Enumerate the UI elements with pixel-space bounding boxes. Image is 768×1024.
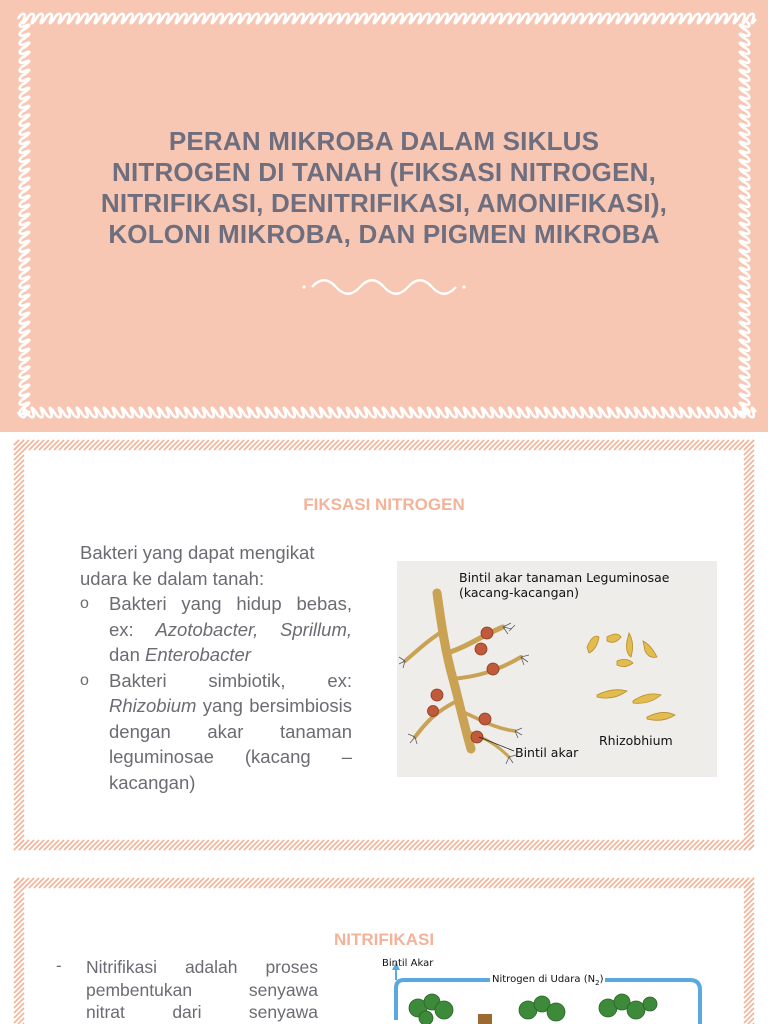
slide-title bbox=[60, 126, 708, 250]
nodule-label: Bintil akar bbox=[515, 745, 579, 760]
subscript: 2 bbox=[595, 979, 600, 987]
slide-body-text bbox=[86, 956, 318, 1024]
nodule-label: Bintil Akar bbox=[382, 958, 434, 969]
text-line bbox=[86, 956, 318, 979]
text-line bbox=[86, 1001, 318, 1024]
word: proses bbox=[265, 957, 318, 977]
nitrifikasi-slide bbox=[0, 862, 768, 1024]
root-nodule-illustration bbox=[397, 561, 717, 777]
word: senyawa bbox=[248, 1002, 318, 1022]
bullet-list bbox=[80, 591, 352, 795]
diagram-title-line: (kacang-kacangan) bbox=[459, 585, 579, 600]
species-name: Rhizobium bbox=[109, 695, 197, 716]
bullet-text: Bakteri yang hidup bebas, ex: bbox=[109, 593, 352, 640]
word: Nitrifikasi bbox=[86, 957, 157, 977]
slide-body-text bbox=[80, 540, 352, 795]
wavy-flourish-icon bbox=[300, 274, 468, 300]
label-text: Nitrogen di Udara (N bbox=[492, 974, 596, 985]
word: nitrat bbox=[86, 1002, 125, 1022]
word: dari bbox=[172, 1002, 202, 1022]
section-heading: FIKSASI NITROGEN bbox=[303, 495, 465, 514]
bullet-marker: o bbox=[80, 595, 89, 612]
nitrogen-cycle-illustration bbox=[378, 958, 718, 1024]
species-name: Enterobacter bbox=[145, 644, 251, 665]
list-item bbox=[80, 668, 352, 796]
intro-paragraph: Bakteri yang dapat mengikat udara ke dalam tanah: bbox=[80, 542, 315, 589]
title-line: NITRIFIKASI, DENITRIFIKASI, AMONIFIKASI), bbox=[100, 188, 668, 218]
section-heading: NITRIFIKASI bbox=[333, 930, 435, 949]
bullet-text: dan bbox=[109, 644, 146, 665]
diagram-title-line: Bintil akar tanaman Leguminosae bbox=[459, 570, 670, 585]
species-name: Azotobacter, Sprillum, bbox=[155, 618, 352, 640]
word: senyawa bbox=[248, 979, 318, 1000]
fiksasi-nitrogen-slide bbox=[0, 432, 768, 862]
bullet-marker: o bbox=[80, 671, 89, 689]
title-line: KOLONI MIKROBA, DAN PIGMEN MIKROBA bbox=[108, 219, 660, 249]
word: adalah bbox=[184, 957, 238, 977]
text-line bbox=[86, 979, 318, 1002]
title-line: NITROGEN DI TANAH (FIKSASI NITROGEN, bbox=[111, 157, 657, 187]
dash-marker: - bbox=[56, 956, 62, 975]
bullet-text: yang bersimbiosis dengan akar tanaman leguminosae (kacang – kacangan) bbox=[109, 695, 352, 793]
label-text: ) bbox=[599, 974, 604, 985]
title-slide bbox=[0, 0, 768, 432]
bullet-text: Bakteri simbiotik, ex: bbox=[109, 669, 352, 691]
word: pembentukan bbox=[86, 979, 193, 1000]
list-item bbox=[80, 591, 352, 668]
bacteria-label: Rhizobhium bbox=[599, 733, 673, 748]
air-nitrogen-label bbox=[490, 974, 605, 987]
title-line: PERAN MIKROBA DALAM SIKLUS bbox=[168, 126, 600, 156]
